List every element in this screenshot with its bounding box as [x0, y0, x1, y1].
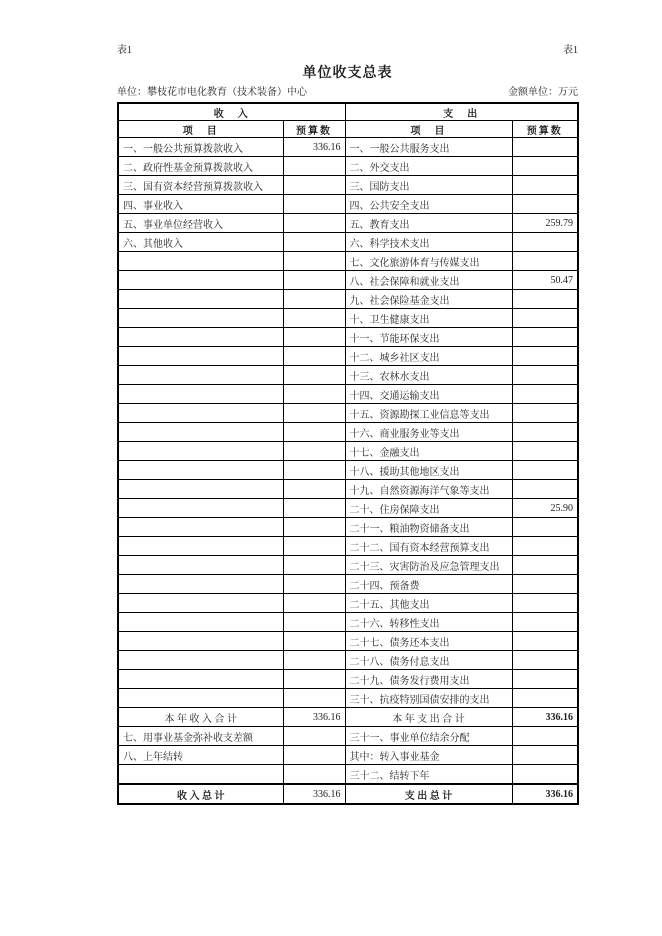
- table-row: [118, 252, 578, 271]
- expense-budget-cell: [512, 233, 578, 252]
- income-budget-cell: [283, 252, 345, 271]
- income-item-cell: [118, 442, 283, 461]
- expense-item-cell: 三十、抗疫特别国债安排的支出: [345, 689, 512, 708]
- income-item-cell: [118, 613, 283, 632]
- expense-item-cell: 二十九、债务发行费用支出: [345, 670, 512, 689]
- expense-budget-cell: 336.16: [512, 784, 578, 804]
- expense-budget-cell: [512, 252, 578, 271]
- unit-label: 单位：攀枝花市电化教育（技术装备）中心: [117, 87, 307, 98]
- income-item-cell: [118, 290, 283, 309]
- expense-item-cell: 三十二、结转下年: [345, 765, 512, 785]
- expense-item-cell: 二十、住房保障支出: [345, 499, 512, 518]
- table-row: [118, 290, 578, 309]
- income-item-cell: [118, 765, 283, 785]
- expense-item-cell: 十六、商业服务业等支出: [345, 423, 512, 442]
- table-row: [118, 271, 578, 290]
- table-row: [118, 594, 578, 613]
- expense-item-header: 项 目: [345, 121, 512, 138]
- expense-budget-cell: [512, 309, 578, 328]
- table-row: [118, 689, 578, 708]
- income-budget-cell: [283, 385, 345, 404]
- expense-item-cell: 二十一、粮油物资储备支出: [345, 518, 512, 537]
- expense-item-cell: 二十二、国有资本经营预算支出: [345, 537, 512, 556]
- income-item-cell: [118, 632, 283, 651]
- income-budget-cell: [283, 404, 345, 423]
- table-row: [118, 480, 578, 499]
- sheet-label-left: 表1: [117, 45, 132, 56]
- expense-budget-cell: [512, 176, 578, 195]
- expense-budget-cell: [512, 442, 578, 461]
- table-row: [118, 556, 578, 575]
- income-budget-cell: [283, 233, 345, 252]
- income-budget-cell: [283, 309, 345, 328]
- table-row: [118, 385, 578, 404]
- expense-budget-cell: 259.79: [512, 214, 578, 233]
- expense-item-cell: 二十五、其他支出: [345, 594, 512, 613]
- table-row: [118, 670, 578, 689]
- table-row: [118, 613, 578, 632]
- expense-item-cell: 二十四、预备费: [345, 575, 512, 594]
- document-content: [117, 0, 578, 805]
- income-budget-cell: [283, 670, 345, 689]
- table-row: [118, 404, 578, 423]
- income-item-cell: [118, 385, 283, 404]
- income-item-cell: [118, 575, 283, 594]
- income-item-cell: [118, 328, 283, 347]
- sheet-label-right: 表1: [563, 45, 578, 56]
- expense-item-cell: 二十七、债务还本支出: [345, 632, 512, 651]
- income-item-cell: 二、政府性基金预算拨款收入: [118, 157, 283, 176]
- table-row: [118, 423, 578, 442]
- expense-item-cell: 十七、金融支出: [345, 442, 512, 461]
- income-item-cell: 本 年 收 入 合 计: [118, 708, 283, 727]
- expense-item-cell: 四、公共安全支出: [345, 195, 512, 214]
- income-budget-cell: [283, 613, 345, 632]
- expense-item-cell: 二十三、灾害防治及应急管理支出: [345, 556, 512, 575]
- income-item-cell: 三、国有资本经营预算拨款收入: [118, 176, 283, 195]
- expense-item-cell: 三、国防支出: [345, 176, 512, 195]
- expense-budget-cell: [512, 537, 578, 556]
- income-budget-cell: [283, 575, 345, 594]
- total-row: [118, 784, 578, 804]
- income-budget-cell: [283, 157, 345, 176]
- income-item-cell: [118, 423, 283, 442]
- income-budget-cell: 336.16: [283, 708, 345, 727]
- table-row: [118, 233, 578, 252]
- subtotal-row: [118, 708, 578, 727]
- income-item-cell: [118, 556, 283, 575]
- income-budget-cell: [283, 746, 345, 765]
- income-budget-cell: [283, 727, 345, 746]
- income-item-cell: 收 入 总 计: [118, 784, 283, 804]
- expense-budget-cell: [512, 461, 578, 480]
- table-row: [118, 651, 578, 670]
- income-budget-cell: [283, 499, 345, 518]
- income-budget-cell: [283, 271, 345, 290]
- table-row: [118, 575, 578, 594]
- income-item-cell: [118, 366, 283, 385]
- income-budget-cell: [283, 594, 345, 613]
- table-row: [118, 518, 578, 537]
- expense-item-cell: 十三、农林水支出: [345, 366, 512, 385]
- expense-item-cell: 十四、交通运输支出: [345, 385, 512, 404]
- table-row: [118, 746, 578, 765]
- expense-item-cell: 六、科学技术支出: [345, 233, 512, 252]
- table-row: [118, 366, 578, 385]
- income-section-header: 收 入: [118, 103, 345, 121]
- income-budget-cell: [283, 480, 345, 499]
- expense-budget-cell: [512, 746, 578, 765]
- income-item-cell: [118, 651, 283, 670]
- income-item-cell: [118, 594, 283, 613]
- expense-budget-cell: [512, 404, 578, 423]
- income-item-cell: 七、用事业基金弥补收支差额: [118, 727, 283, 746]
- column-header-row: [118, 121, 578, 138]
- income-budget-cell: 336.16: [283, 784, 345, 804]
- income-item-cell: [118, 518, 283, 537]
- sheet-label-row: [117, 45, 578, 57]
- expense-budget-cell: 50.47: [512, 271, 578, 290]
- expense-budget-cell: [512, 727, 578, 746]
- expense-budget-cell: [512, 632, 578, 651]
- expense-budget-cell: [512, 347, 578, 366]
- expense-budget-cell: [512, 328, 578, 347]
- table-row: [118, 537, 578, 556]
- income-item-cell: [118, 480, 283, 499]
- income-item-cell: [118, 499, 283, 518]
- table-row: [118, 328, 578, 347]
- expense-budget-cell: [512, 290, 578, 309]
- expense-item-cell: 本 年 支 出 合 计: [345, 708, 512, 727]
- meta-row: [117, 87, 578, 99]
- table-row: [118, 442, 578, 461]
- income-item-cell: [118, 461, 283, 480]
- expense-budget-cell: [512, 195, 578, 214]
- table-row: [118, 309, 578, 328]
- table-row: [118, 461, 578, 480]
- income-item-cell: [118, 670, 283, 689]
- income-budget-cell: [283, 366, 345, 385]
- expense-item-cell: 二、外交支出: [345, 157, 512, 176]
- expense-item-cell: 十五、资源勘探工业信息等支出: [345, 404, 512, 423]
- income-item-cell: 六、其他收入: [118, 233, 283, 252]
- income-budget-cell: 336.16: [283, 138, 345, 157]
- expense-item-cell: 支 出 总 计: [345, 784, 512, 804]
- income-item-cell: 五、事业单位经营收入: [118, 214, 283, 233]
- income-item-cell: [118, 404, 283, 423]
- income-budget-cell: [283, 423, 345, 442]
- expense-item-cell: 三十一、事业单位结余分配: [345, 727, 512, 746]
- expense-item-cell: 十一、节能环保支出: [345, 328, 512, 347]
- expense-budget-cell: 25.90: [512, 499, 578, 518]
- expense-item-cell: 十二、城乡社区支出: [345, 347, 512, 366]
- income-budget-cell: [283, 651, 345, 670]
- expense-item-cell: 十八、援助其他地区支出: [345, 461, 512, 480]
- income-budget-cell: [283, 214, 345, 233]
- income-budget-cell: [283, 556, 345, 575]
- income-budget-cell: [283, 537, 345, 556]
- income-budget-header: 预算数: [283, 121, 345, 138]
- income-budget-cell: [283, 765, 345, 785]
- income-budget-cell: [283, 461, 345, 480]
- expense-budget-cell: [512, 157, 578, 176]
- expense-budget-cell: [512, 689, 578, 708]
- income-budget-cell: [283, 328, 345, 347]
- income-item-cell: [118, 271, 283, 290]
- table-row: [118, 499, 578, 518]
- income-budget-cell: [283, 632, 345, 651]
- expense-item-cell: 八、社会保障和就业支出: [345, 271, 512, 290]
- income-item-cell: [118, 689, 283, 708]
- expense-item-cell: 十九、自然资源海洋气象等支出: [345, 480, 512, 499]
- expense-budget-cell: [512, 651, 578, 670]
- expense-budget-cell: [512, 518, 578, 537]
- table-row: [118, 765, 578, 785]
- expense-budget-cell: 336.16: [512, 708, 578, 727]
- page-title: 单位收支总表: [302, 66, 393, 81]
- income-item-cell: 四、事业收入: [118, 195, 283, 214]
- income-item-cell: 八、上年结转: [118, 746, 283, 765]
- expense-budget-header: 预算数: [512, 121, 578, 138]
- expense-budget-cell: [512, 366, 578, 385]
- table-row: [118, 214, 578, 233]
- table-row: [118, 632, 578, 651]
- expense-item-cell: 其中：转入事业基金: [345, 746, 512, 765]
- expense-budget-cell: [512, 594, 578, 613]
- income-item-cell: [118, 347, 283, 366]
- expense-budget-cell: [512, 765, 578, 785]
- income-expense-table: [117, 102, 579, 805]
- section-header-row: [118, 103, 578, 121]
- amount-unit-label: 金额单位：万元: [508, 87, 578, 98]
- income-budget-cell: [283, 347, 345, 366]
- income-item-cell: [118, 537, 283, 556]
- expense-budget-cell: [512, 138, 578, 157]
- table-row: [118, 176, 578, 195]
- income-budget-cell: [283, 290, 345, 309]
- expense-item-cell: 一、一般公共服务支出: [345, 138, 512, 157]
- expense-item-cell: 五、教育支出: [345, 214, 512, 233]
- expense-budget-cell: [512, 575, 578, 594]
- expense-item-cell: 十、卫生健康支出: [345, 309, 512, 328]
- income-item-cell: [118, 252, 283, 271]
- income-item-cell: [118, 309, 283, 328]
- income-budget-cell: [283, 689, 345, 708]
- expense-item-cell: 二十八、债务付息支出: [345, 651, 512, 670]
- expense-item-cell: 九、社会保险基金支出: [345, 290, 512, 309]
- table-row: [118, 347, 578, 366]
- table-row: [118, 138, 578, 157]
- table-row: [118, 157, 578, 176]
- table-row: [118, 727, 578, 746]
- expense-budget-cell: [512, 423, 578, 442]
- expense-budget-cell: [512, 613, 578, 632]
- income-budget-cell: [283, 442, 345, 461]
- income-budget-cell: [283, 176, 345, 195]
- expense-item-cell: 七、文化旅游体育与传媒支出: [345, 252, 512, 271]
- expense-budget-cell: [512, 556, 578, 575]
- expense-section-header: 支 出: [345, 103, 578, 121]
- expense-item-cell: 二十六、转移性支出: [345, 613, 512, 632]
- income-budget-cell: [283, 195, 345, 214]
- expense-budget-cell: [512, 480, 578, 499]
- income-budget-cell: [283, 518, 345, 537]
- expense-budget-cell: [512, 670, 578, 689]
- income-item-cell: 一、一般公共预算拨款收入: [118, 138, 283, 157]
- expense-budget-cell: [512, 385, 578, 404]
- income-item-header: 项 目: [118, 121, 283, 138]
- table-row: [118, 195, 578, 214]
